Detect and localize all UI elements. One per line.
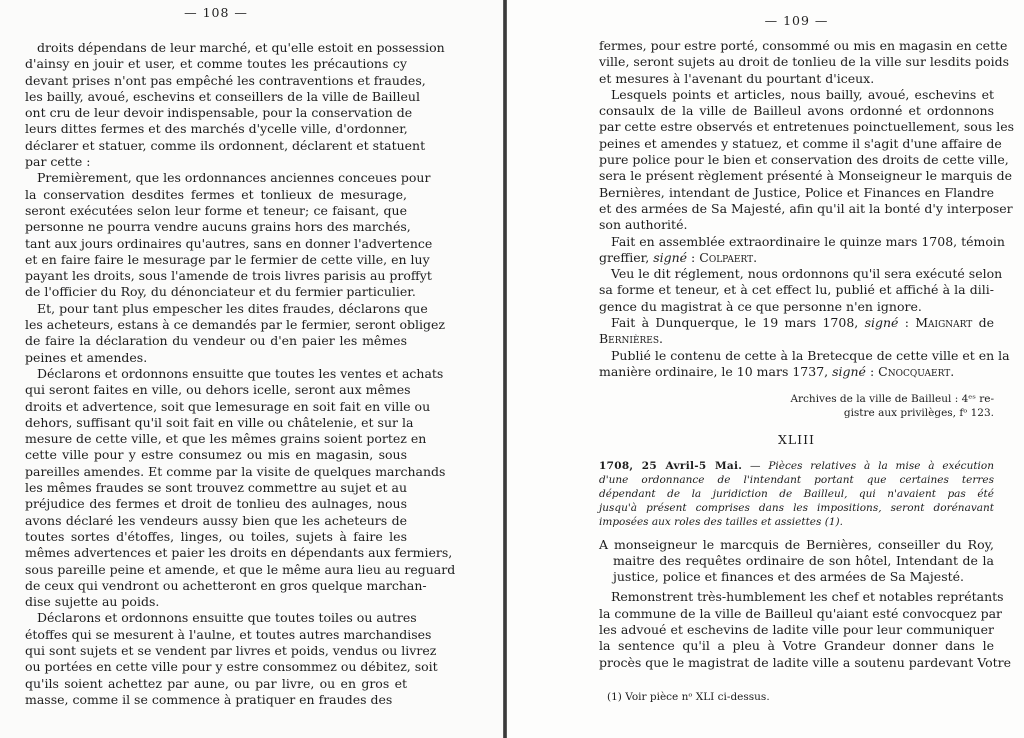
text-line: mêmes advertences et paier les droits en dépendants aux fermiers, [25,545,453,561]
text-line: sous pareille peine et amende, et que le même aura lieu au reguard [25,561,456,577]
text-line: d'ainsy en jouir et user, et comme toutes les précautions cy [25,56,407,72]
text-line: masse, comme il se commence à pratiquer en fraudes des [25,691,393,707]
signe-word: signé [653,249,688,265]
text-line: personne ne pourra vendre aucuns grains hors des marchés, [25,219,411,235]
section-heading: XLIII [777,432,815,448]
text-line: procès que le magistrat de ladite ville a soutenu pardevant Votre [599,654,1011,670]
footnote [599,689,994,705]
left-page-body [25,40,456,708]
text-line: gistre aux privilèges, fᵒ 123. [843,407,994,420]
paragraph [599,86,1015,234]
text-line: Fait à Dunquerque, le 19 mars 1708, signé : Maignart de [611,315,994,331]
text-line: son authorité. [599,217,688,233]
text-line: de faire la déclaration du vendeur ou d'en paier les mêmes [25,333,407,349]
text-line: dépendant de la juridiction de Bailleul, qui n'avaient pas été [599,487,994,500]
text-line: qui seront faites en ville, ou dehors icelle, seront aux mêmes [25,382,411,398]
text-line: sera le présent règlement présenté à Monseigneur le marquis de [599,168,1013,184]
text-line: leurs dittes fermes et des marchés d'ycelle ville, d'ordonner, [25,121,408,137]
text-line: et mesures à l'avenant du pourtant d'iceux. [599,70,875,86]
text-line: peines et amendes. [25,349,148,365]
text-line: Déclarons et ordonnons ensuitte que toutes les ventes et achats [37,365,444,381]
text-line: droits et advertence, soit que lemesurage en soit fait en ville ou [25,398,431,414]
text-line: et des armées de Sa Majesté, afin qu'il ait la bonté d'y interposer [599,200,1013,216]
text-line: les mêmes fraudes se sont trouvez commettre au sujet et au [25,480,408,496]
text-line: dise sujette au poids. [25,594,160,610]
text-fragment: manière ordinaire, le 10 mars 1737, [599,363,833,379]
text-line: A monseigneur le marcquis de Bernières, conseiller du Roy, [599,536,994,552]
text-line: dehors, suffisant qu'il soit fait en ville ou châtelenie, et sur la [25,414,414,430]
text-line: de l'officier du Roy, du dénonciateur et du fermier particulier. [25,284,416,300]
text-line: la conservation desdites fermes et tonlieux de mesurage, [25,186,407,202]
text-line: Publié le contenu de cette à la Bretecque de cette ville et en la [611,347,1010,363]
text-line: ou portées en cette ville pour y estre consommez ou débitez, soit [25,659,438,675]
text-line: payant les droits, sous l'amende de trois livres parisis au proffyt [25,268,432,284]
text-line: peines et amendes y statuez, et comme il s'agit d'une affaire de [599,135,1002,151]
text-line: qu'ils soient achettez par aune, ou par livre, ou en gros et [25,675,407,691]
text-fragment: — [742,459,769,472]
text-line: étoffes qui se mesurent à l'aulne, et toutes autres marchandises [25,626,432,642]
text-line: qui sont sujets et se vendent par livres et poids, vendus ou livrez [25,642,437,658]
text-line: et en faire faire le mesurage par le fermier de cette ville, en luy [25,251,430,267]
address-paragraph [599,537,994,586]
text-line: Remonstrent très-humblement les chef et notables reprétants [611,589,1004,605]
paragraph [25,170,433,300]
text-line: jusqu'à présent comprises dans les impositions, seront dorénavant [599,501,994,514]
text-line: droits dépendans de leur marché, et qu'elle estoit en possession [37,40,445,55]
text-line: la commune de la ville de Bailleul qu'aiant esté convocquez par [599,605,1003,621]
text-line: toutes sortes d'étoffes, linges, ou toiles, sujets à faire les [25,528,407,544]
left-page-number: — 108 — [184,5,248,20]
text-line: devant prises n'ont pas empêché les contraventions et fraudes, [25,72,426,88]
text-line: par cette estre observés et entretenues poinctuellement, sous les [599,119,1015,135]
text-fragment: Fait à Dunquerque, le 19 mars 1708, [611,315,865,331]
publication-paragraph [599,347,1010,381]
signature-paragraph-1 [599,233,1005,267]
text-line: mesure de cette ville, et que les mêmes grains soient portez en [25,431,427,447]
text-line: sa forme et teneur, et à cet effect lu, publié et affiché à la dili- [599,282,994,298]
signe-word: signé [864,315,899,331]
text-line: d'une ordonnance de l'intendant portant que certaines terres [599,473,994,486]
text-line: seront exécutées selon leur forme et teneur; ce faisant, que [25,202,407,218]
right-page [507,0,1024,738]
archive-reference [599,392,994,420]
text-line: avons déclaré les vendeurs aussy bien que les acheteurs de [25,512,407,528]
dated-entry [599,459,994,529]
text-line: maitre des requêtes ordinaire de son hôtel, Intendant de la [613,552,994,568]
text-line: de ceux qui vendront ou achetteront en gros quelque marchan- [25,577,427,593]
text-line: gence du magistrat à ce que personne n'en ignore. [599,298,922,314]
signe-word: signé [832,363,866,379]
text-line: ont cru de leur devoir indispensable, pour la conservation de [25,105,413,121]
text-line: Veu le dit réglement, nous ordonnons qu'il sera exécuté selon [611,266,1003,282]
entry-date: 1708, 25 Avril-5 Mai. [599,459,743,472]
approval-paragraph [599,266,1003,315]
text-fragment: de [972,315,994,331]
paragraph [25,365,456,610]
text-line: ville, seront sujets au droit de tonlieu de la ville sur lesdits poids [599,54,1010,70]
text-line: fermes, pour estre porté, consommé ou mis en magasin en cette [599,38,1008,53]
text-line: les bailly, avoué, eschevins et conseillers de la ville de Bailleul [25,88,420,104]
text-line: Lesquels points et articles, nous bailly, avoué, eschevins et [611,86,994,102]
text-line: déclarer et statuer, comme ils ordonnent, déclarent et statuent [25,137,426,153]
text-line: consaulx de la ville de Bailleul avons ordonné et ordonnons [599,103,994,119]
text-line: cette ville pour y estre consumez ou mis en magasin, sous [25,447,407,463]
petition-paragraph [599,589,1011,670]
text-line: Fait en assemblée extraordinaire le quinze mars 1708, témoin [611,233,1005,249]
paragraph [599,38,1010,87]
right-paragraphs [599,38,1015,234]
text-line: Déclarons et ordonnons ensuitte que toutes toiles ou autres [37,610,417,626]
text-line: préjudice des fermes et droit de tonlieu des aulnages, nous [25,496,407,512]
text-line: Bernières, intendant de Justice, Police et Finances en Flandre [599,184,994,200]
text-line: par cette : [25,154,91,170]
text-line: greffier, signé : Colpaert. [599,249,758,265]
signatory-name: Maignart [915,315,973,331]
paragraph [25,300,445,366]
text-line: tant aux jours ordinaires qu'autres, sans en donner l'advertence [25,235,433,251]
signatory-name: Colpaert. [699,249,758,265]
paragraph [25,610,438,708]
signature-paragraph-2 [599,315,994,348]
signatory-name: Bernières. [599,331,664,347]
text-line [599,459,994,473]
text-fragment: greffier, [599,249,654,265]
text-line: la sentence qu'il a pleu à Votre Grandeur donner dans le [599,638,994,654]
text-line: manière ordinaire, le 10 mars 1737, signé : Cnocquaert. [599,363,955,379]
right-page-body [599,38,1015,705]
signatory-name: Cnocquaert. [878,363,955,379]
text-line: Premièrement, que les ordonnances anciennes conceues pour [37,170,431,186]
text-line: Et, pour tant plus empescher les dites fraudes, déclarons que [37,300,428,316]
text-line: pareilles amendes. Et comme par la visite de quelques marchands [25,463,446,479]
paragraph [25,40,445,170]
left-page [0,0,503,738]
right-page-number: — 109 — [764,13,829,28]
text-line: Archives de la ville de Bailleul : 4ᵉˢ re- [790,393,994,406]
footnote-text: (1) Voir pièce nᵒ XLI ci-dessus. [607,690,770,703]
text-line: pure police pour le bien et conservation des droits de cette ville, [599,152,1009,168]
text-fragment: Pièces relatives à la mise à exécution [768,459,994,472]
text-line: les advoué et eschevins de ladite ville pour leur communiquer [599,622,994,638]
text-line: justice, police et finances et des armées de Sa Majesté. [613,569,965,585]
text-line: imposées aux roles des tailles et assiettes (1). [599,515,843,528]
text-line: les acheteurs, estans à ce demandés par le fermier, seront obligez [25,317,445,333]
